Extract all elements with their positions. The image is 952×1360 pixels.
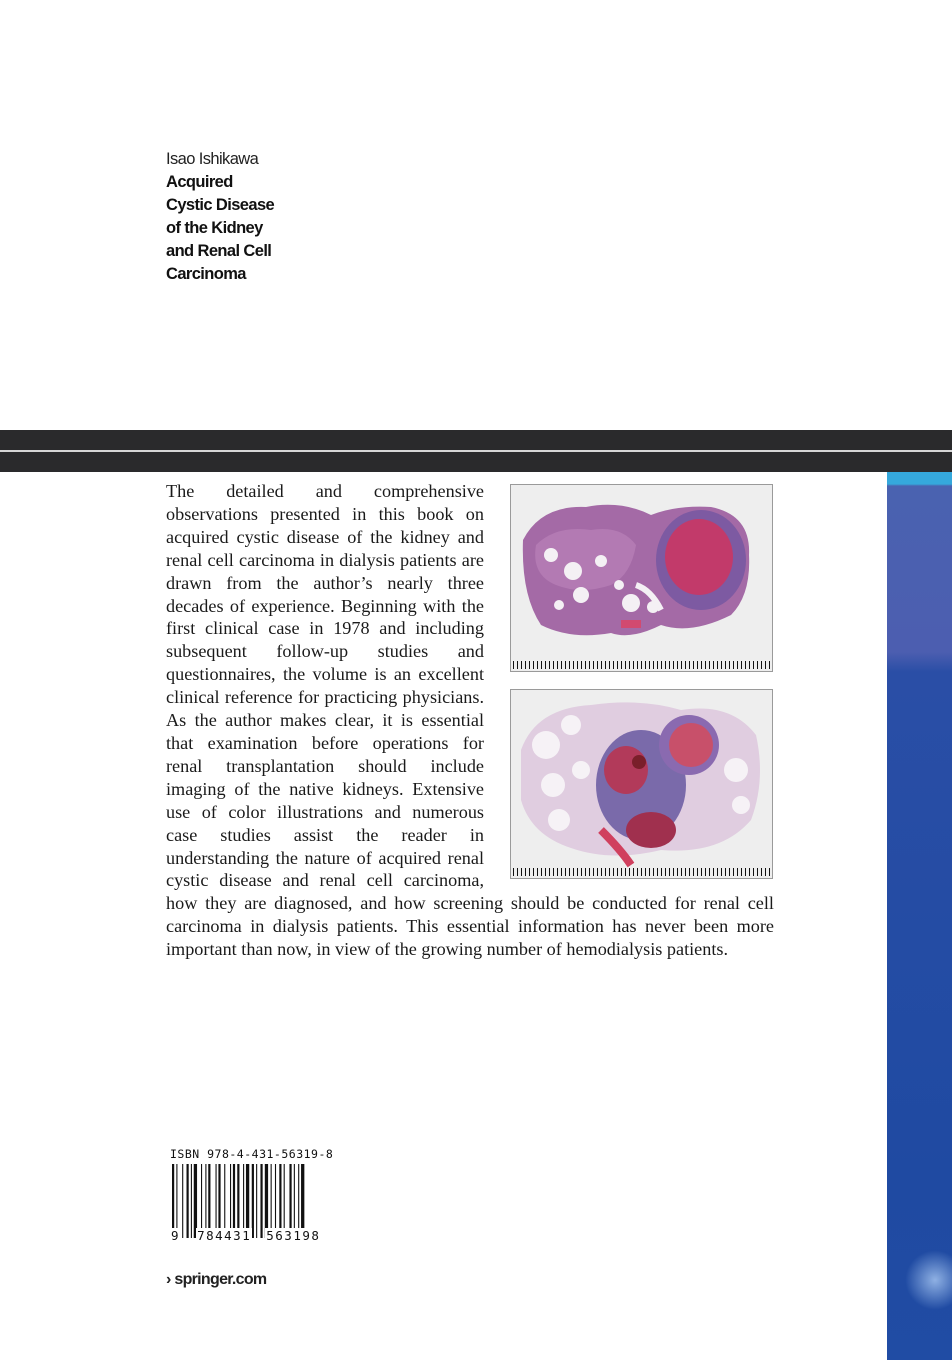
book-title-line-2: Cystic Disease xyxy=(166,196,275,214)
barcode-digits xyxy=(170,1228,340,1243)
author-name: Isao Ishikawa xyxy=(166,150,259,168)
description-text: The detailed and comprehensive observations presented in this book on acquired cystic disease of the kidney and renal cell carcinoma in dialysis patients are drawn from the author’s nearly three decades of experience. Beginning with the first clinical case in 1978 and including subsequent follow-up studies and questionnaires, the volume is an excellent clinical reference for practicing physicians. As the author makes clear, it is essential that examination before operations for renal transplantation should include imaging of the native kidneys. Extensive use of color illustrations and numerous case studies assist the reader in understanding the nature of acquired renal cystic disease and renal cell carcinoma, how they are diagnosed, and how screening should be conducted for renal cell carcinoma in dialysis patients. This essential information has never been more important than now, in view of the growing number of hemodialysis patients. xyxy=(166,481,774,960)
barcode-digits-right: 563198 xyxy=(266,1228,321,1243)
scale-ruler xyxy=(513,868,770,876)
isbn-barcode xyxy=(172,1164,338,1238)
book-title-line-1: Acquired xyxy=(166,173,233,191)
publisher-link[interactable]: › springer.com xyxy=(166,1271,267,1288)
band-divider-line xyxy=(0,450,952,452)
barcode-digit-lead: 9 xyxy=(171,1228,181,1243)
book-title-line-3: of the Kidney xyxy=(166,219,263,237)
blue-spine-stripe xyxy=(887,472,952,1360)
histology-figure-2 xyxy=(510,689,773,879)
barcode-digits-left: 784431 xyxy=(197,1228,252,1243)
book-title-line-5: Carcinoma xyxy=(166,265,246,283)
histology-figure-1 xyxy=(510,484,773,672)
scale-ruler xyxy=(513,661,770,669)
author-title-block xyxy=(166,148,326,286)
book-title-line-4: and Renal Cell xyxy=(166,242,272,260)
isbn-label: ISBN 978-4-431-56319-8 xyxy=(170,1147,334,1161)
